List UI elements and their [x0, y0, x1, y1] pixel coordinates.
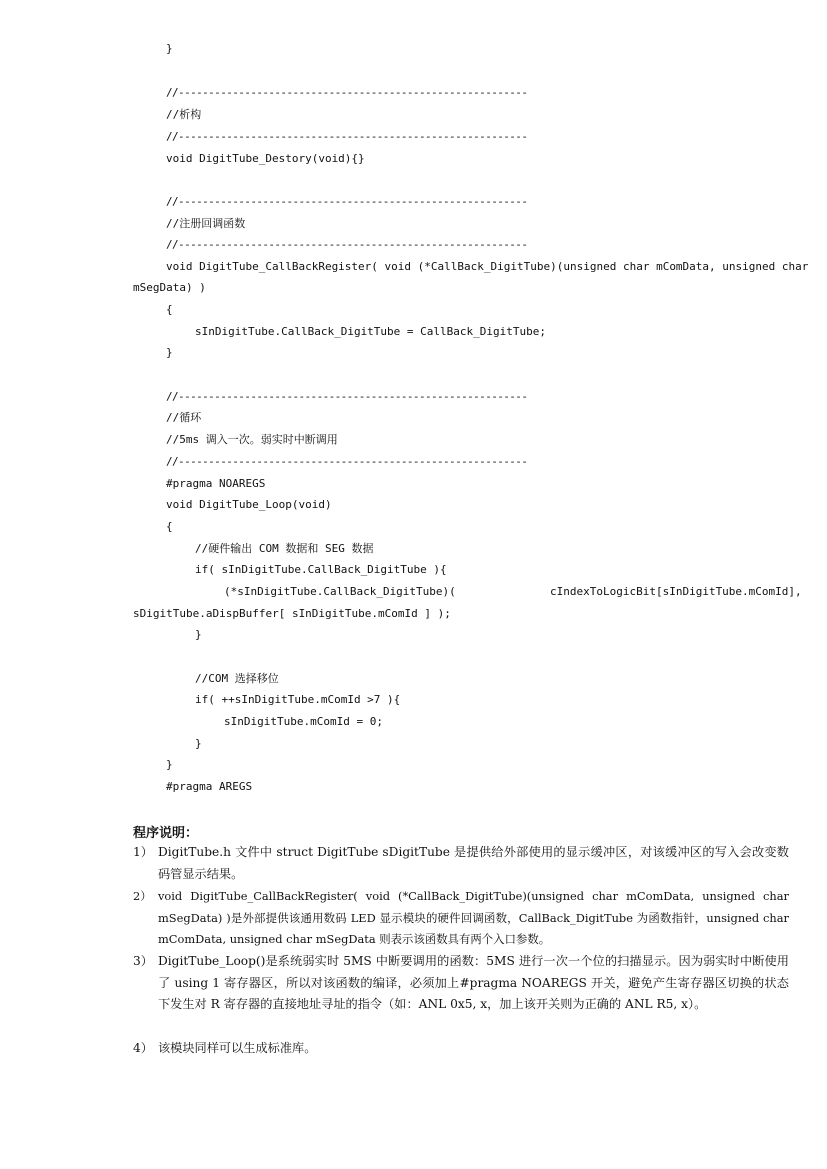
code-line: (*sInDigitTube.CallBack_DigitTube)( [224, 585, 456, 598]
code-line: void DigitTube_CallBackRegister( void (*CallBack_DigitTube)(unsigned char mComData, unsigned char [166, 260, 809, 273]
item-text: void DigitTube_CallBackRegister( void (*CallBack_DigitTube)(unsigned char mComData, unsigned char mSegData) )是外部提供该通用数码 LED 显示模块的硬件回调函数，CallBack_DigitTube 为函数指针，unsigned char mComData, unsigned char mSegData 则表示该函数具有两个入口参数。 [158, 889, 789, 946]
code-comment: //析构 [166, 108, 202, 121]
code-line: #pragma NOAREGS [166, 477, 266, 490]
code-line: sInDigitTube.CallBack_DigitTube = CallBack_DigitTube; [195, 325, 546, 338]
code-line: if( sInDigitTube.CallBack_DigitTube ){ [195, 563, 447, 576]
explanation-item [133, 842, 789, 885]
code-comment: //注册回调函数 [166, 217, 246, 230]
item-text: 该模块同样可以生成标准库。 [158, 1041, 317, 1055]
code-separator: //---------------------------------------------------------- [166, 238, 528, 251]
code-line: } [166, 346, 173, 359]
code-line: #pragma AREGS [166, 780, 253, 793]
explanation-item [133, 886, 789, 951]
code-comment: //循环 [166, 411, 202, 424]
item-number: 1） [133, 845, 153, 859]
code-separator: //---------------------------------------------------------- [166, 130, 528, 143]
code-separator: //---------------------------------------------------------- [166, 86, 528, 99]
code-line: { [166, 520, 173, 533]
code-line: } [166, 758, 173, 771]
code-separator: //---------------------------------------------------------- [166, 390, 528, 403]
code-line: } [195, 737, 202, 750]
explanation-heading: 程序说明： [133, 826, 199, 841]
explanation-item [133, 1038, 789, 1060]
code-line-wrap: sDigitTube.aDispBuffer[ sInDigitTube.mComId ] ); [133, 607, 451, 620]
code-comment: //COM 选择移位 [195, 672, 279, 685]
code-line-wrap: mSegData) ) [133, 281, 206, 294]
code-line: void DigitTube_Destory(void){} [166, 152, 365, 165]
code-line: cIndexToLogicBit[sInDigitTube.mComId], [550, 585, 802, 598]
code-comment: //硬件输出 COM 数据和 SEG 数据 [195, 542, 374, 555]
item-number: 3） [133, 954, 153, 968]
code-line: { [166, 303, 173, 316]
item-text: DigitTube_Loop()是系统弱实时 5MS 中断要调用的函数：5MS 进行一次一个位的扫描显示。因为弱实时中断使用了 using 1 寄存器区，所以对该函数的编译，必须加上#pragma NOAREGS 开关，避免产生寄存器区切换的状态下发生对 R 寄存器的直接地址寻址的指令（如：ANL 0x5, x，加上该开关则为正确的 ANL R5, x）。 [158, 954, 789, 1011]
item-number: 2） [133, 889, 152, 903]
code-line: void DigitTube_Loop(void) [166, 498, 332, 511]
code-comment: //5ms 调入一次。弱实时中断调用 [166, 433, 338, 446]
code-separator: //---------------------------------------------------------- [166, 455, 528, 468]
code-line: sInDigitTube.mComId = 0; [224, 715, 383, 728]
code-separator: //---------------------------------------------------------- [166, 195, 528, 208]
code-line: } [195, 628, 202, 641]
item-text: DigitTube.h 文件中 struct DigitTube sDigitTube 是提供给外部使用的显示缓冲区，对该缓冲区的写入会改变数码管显示结果。 [158, 845, 789, 881]
code-line: } [166, 42, 173, 55]
item-number: 4） [133, 1041, 153, 1055]
explanation-item [133, 951, 789, 1016]
code-line: if( ++sInDigitTube.mComId >7 ){ [195, 693, 401, 706]
